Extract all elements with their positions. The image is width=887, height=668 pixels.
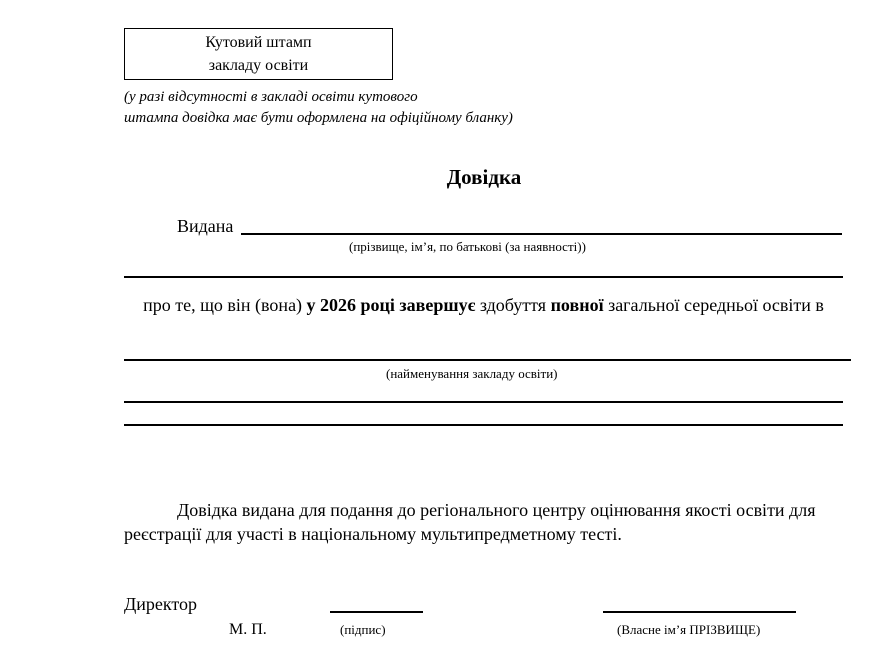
- statement-full-bold: повної: [550, 295, 604, 315]
- school-name-caption: (найменування закладу освіти): [386, 366, 558, 381]
- school-name-line-3: [124, 424, 843, 426]
- statement-year-bold: у 2026 році завершує: [306, 295, 476, 315]
- stamp-note-line-2: штампа довідка має бути оформлена на офіційному бланку): [124, 110, 513, 126]
- director-name-caption: (Власне ім’я ПРІЗВИЩЕ): [617, 622, 761, 637]
- corner-stamp-box: [124, 28, 393, 80]
- stamp-note: [124, 87, 684, 129]
- director-label: Директор: [124, 594, 198, 614]
- document-title: Довідка: [446, 165, 522, 189]
- stamp-note-line-1: (у разі відсутності в закладі освіти кутового: [124, 89, 418, 105]
- full-name-caption: (прізвище, ім’я, по батькові (за наявності)): [349, 239, 586, 254]
- statement-part-3: загальної середньої освіти в: [603, 295, 824, 315]
- stamp-line-1: Кутовий штамп: [205, 34, 312, 51]
- school-name-line-2: [124, 401, 843, 403]
- signature-line: [330, 611, 423, 613]
- seal-label: М. П.: [229, 621, 267, 638]
- director-name-line: [603, 611, 796, 613]
- issued-to-label: Видана: [177, 216, 234, 236]
- statement-part-2: здобуття: [475, 295, 551, 315]
- name-continuation-line: [124, 276, 843, 278]
- statement-text: [124, 294, 843, 317]
- issued-to-fill-line: [241, 233, 842, 235]
- purpose-paragraph: Довідка видана для подання до регіонального центру оцінювання якості освіти для реєстрації для участі в національному мультипредметному тесті.: [124, 500, 816, 544]
- signature-caption: (підпис): [340, 622, 386, 637]
- statement-part-1: про те, що він (вона): [143, 295, 307, 315]
- school-name-fill-line: [124, 359, 851, 361]
- stamp-line-2: закладу освіти: [208, 57, 309, 74]
